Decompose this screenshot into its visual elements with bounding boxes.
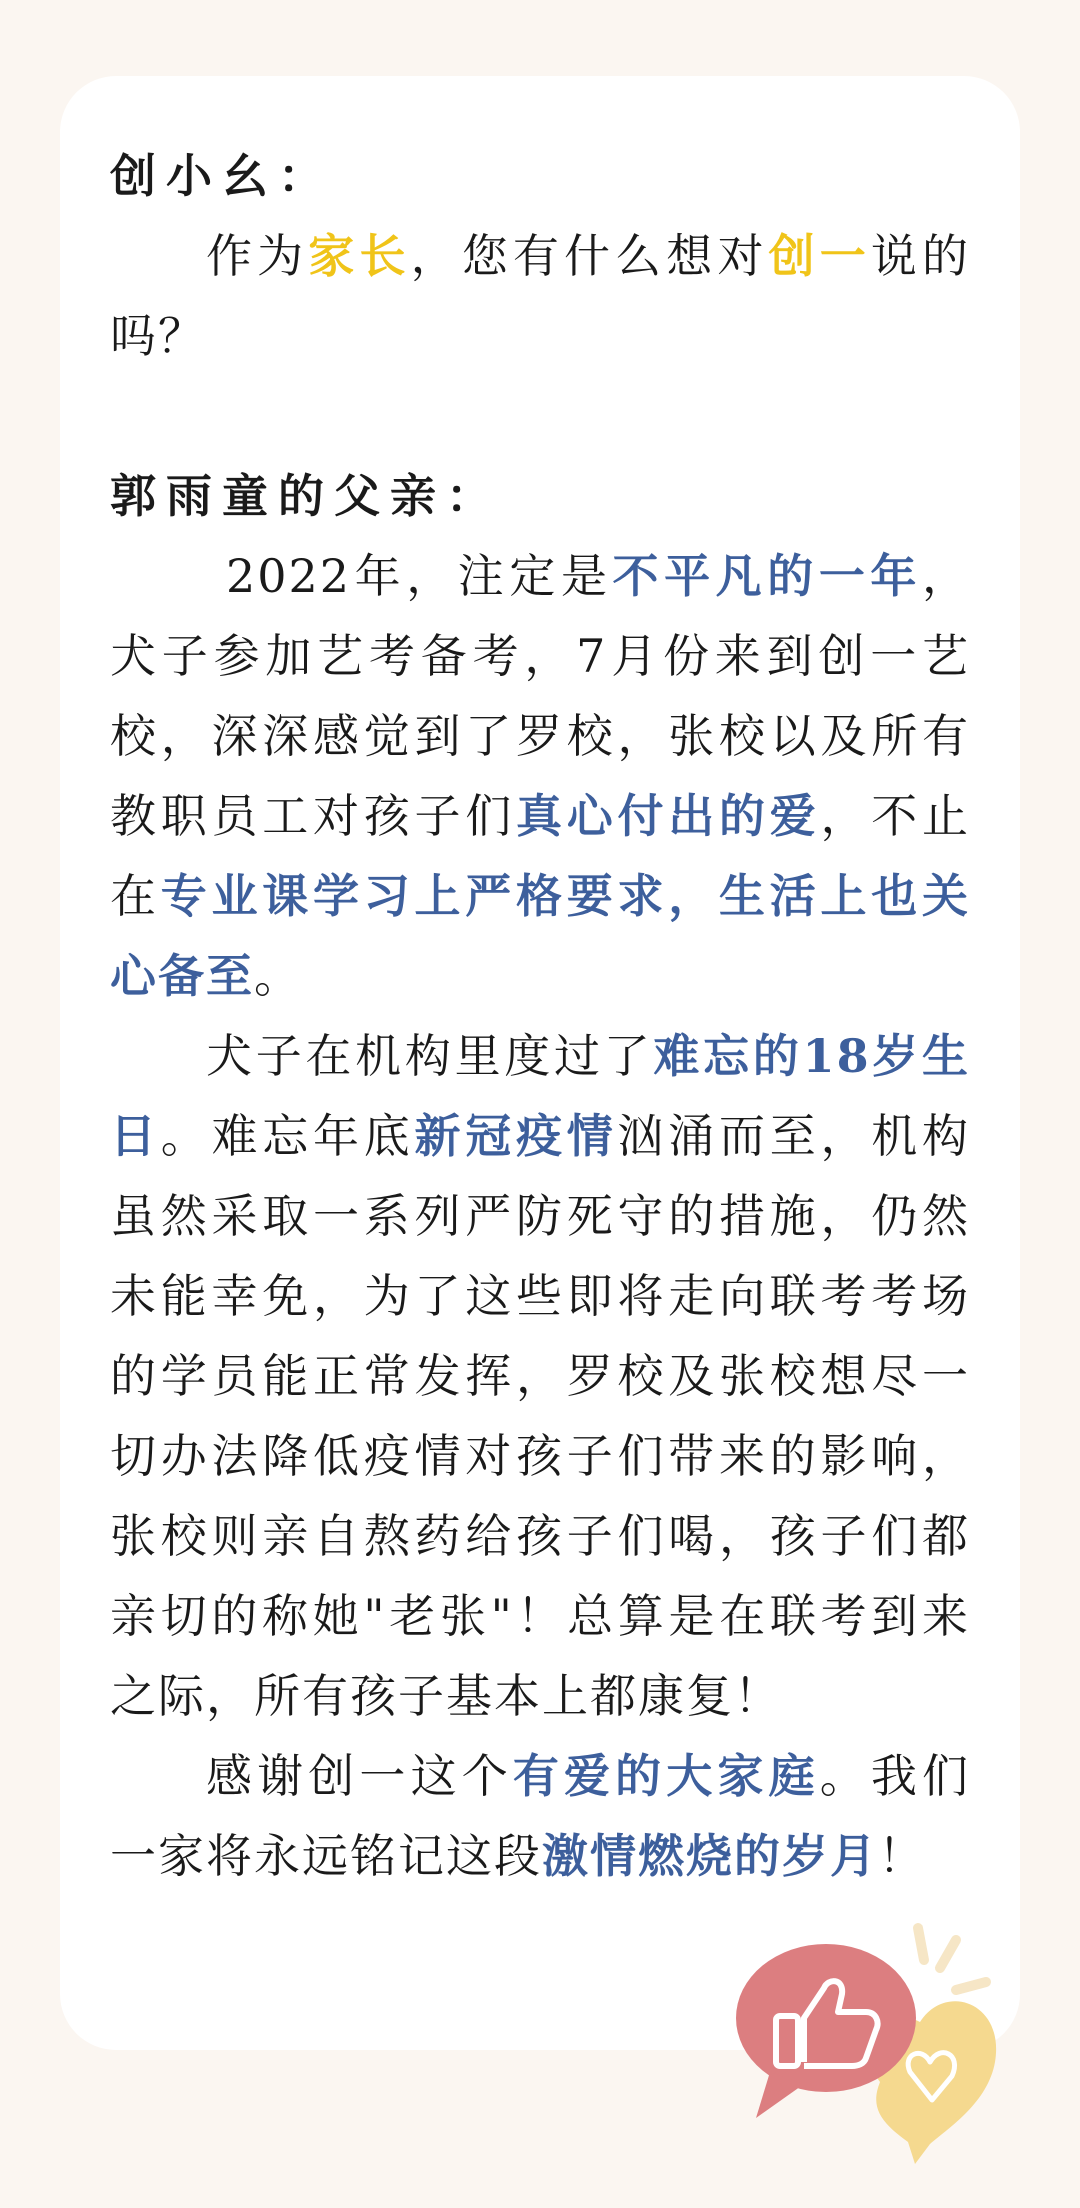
- answer2-text-2: 。难忘年底: [160, 1109, 415, 1163]
- spacer: [110, 376, 970, 456]
- highlight-chuangyi: 创一: [768, 229, 871, 283]
- answer2-highlight-2: 新冠疫情: [414, 1109, 618, 1163]
- highlight-parent: 家长: [308, 229, 411, 283]
- answer1-text-4: 。: [254, 949, 302, 1003]
- answer1-highlight-1: 不平凡的一年: [612, 549, 922, 603]
- answer2-text-1: 犬子在机构里度过了: [206, 1029, 654, 1083]
- interview-text: [110, 136, 970, 1896]
- answer1-highlight-3: 专业课学习上严格要求，生活上也关心备至: [110, 869, 970, 1003]
- answer-paragraph-3: [110, 1736, 970, 1896]
- answer1-text-1: 2022年，注定是: [226, 549, 613, 603]
- answer3-text-2: 。我们一家将永远铭记这段: [110, 1749, 971, 1883]
- question-text-2: ，您有什么想对: [410, 229, 769, 283]
- answer2-highlight-1: 难忘的18岁生日: [110, 1029, 971, 1163]
- interviewer-name: 创小幺：: [110, 149, 334, 203]
- answer3-highlight-1: 有爱的大家庭: [512, 1749, 820, 1803]
- answer1-text-3: ，不止在: [110, 789, 970, 923]
- answer3-text-1: 感谢创一这个: [206, 1749, 513, 1803]
- reaction-graphic: [730, 1922, 1030, 2172]
- answer2-text-3: 汹涌而至，机构虽然采取一系列严防死守的措施，仍然未能幸免，为了这些即将走向联考考场的学员能正常发挥，罗校及张校想尽一切办法降低疫情对孩子们带来的影响，张校则亲自熬药给孩子们喝，孩子们都亲切的称她"老张"！总算是在联考到来之际，所有孩子基本上都康复！: [110, 1109, 970, 1723]
- respondent-name: 郭雨童的父亲：: [110, 469, 502, 523]
- answer3-highlight-2: 激情燃烧的岁月: [542, 1829, 878, 1883]
- question-paragraph: [110, 216, 970, 376]
- sparkle-icon: [918, 1928, 986, 1990]
- question-text-3: 说的吗？: [110, 229, 971, 363]
- reaction-bubbles: [730, 1922, 1030, 2172]
- answer-paragraph-2: [110, 1016, 970, 1736]
- answer1-text-2: ，犬子参加艺考备考，7月份来到创一艺校，深深感觉到了罗校，张校以及所有教职员工对孩子们: [110, 549, 970, 843]
- answer-paragraph-1: [110, 536, 970, 1016]
- question-text-1: 作为: [206, 229, 309, 283]
- answer3-text-3: ！: [878, 1829, 926, 1883]
- answer1-highlight-2: 真心付出的爱: [516, 789, 821, 843]
